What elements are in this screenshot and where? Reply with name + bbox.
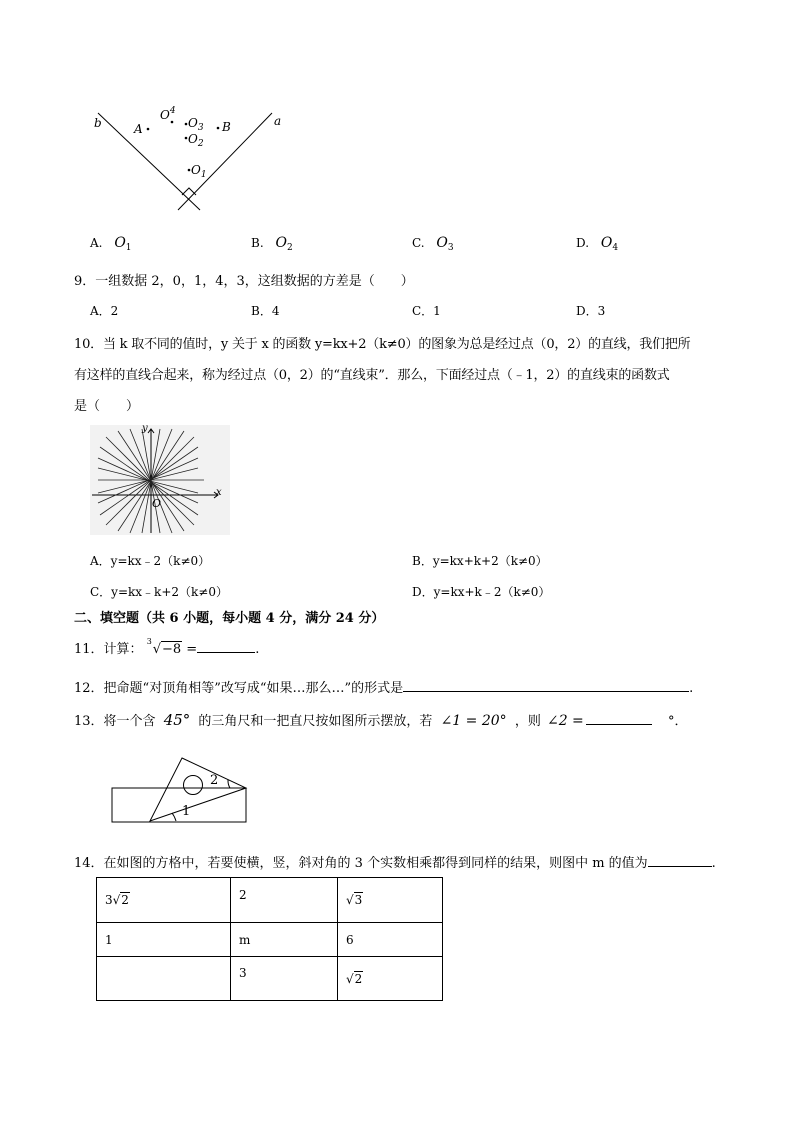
figure-q8: [90, 100, 300, 215]
q12: 12．把命题“对顶角相等”改写成“如果…那么…”的形式是 .: [74, 681, 694, 696]
figure-q13: [108, 752, 253, 824]
q8-option-c[interactable]: C. $O_3$: [412, 235, 454, 253]
line-b: [98, 113, 200, 210]
label-O4: $O^4$: [160, 106, 176, 122]
q14: 14．在如图的方格中，若要使横，竖，斜对角的 3 个实数相乘都得到同样的结果，则图中 m 的值为 .: [74, 856, 716, 871]
label-O1: $O_1$: [191, 163, 207, 180]
q13-answer-blank[interactable]: [586, 712, 652, 725]
grid-cell: 6: [338, 923, 443, 957]
q8-option-d[interactable]: D. $O_4$: [576, 235, 619, 253]
magic-square-grid: [96, 877, 443, 1001]
grid-cell: √3: [338, 878, 443, 923]
dot-O3: [185, 123, 188, 126]
label-O2: $O_2$: [188, 132, 204, 149]
cube-root: 3 √−8: [146, 637, 182, 657]
q8-option-a[interactable]: A. $O_1$: [90, 235, 132, 253]
q9-option-b[interactable]: B．4: [251, 304, 280, 318]
label-angle-1: 1: [182, 804, 191, 819]
grid-cell: m: [231, 923, 338, 957]
grid-row: [97, 957, 443, 1001]
grid-row: [97, 878, 443, 923]
grid-cell: 1: [97, 923, 231, 957]
label-y: y: [142, 423, 148, 434]
q11: 11．计算： 3 √−8 = .: [74, 637, 260, 657]
q10-option-b[interactable]: B．y=kx+k+2（k≠0）: [412, 554, 548, 568]
dot-O1: [188, 169, 191, 172]
q9-option-d[interactable]: D．3: [576, 304, 606, 318]
q10-option-d[interactable]: D．y=kx+k﹣2（k≠0）: [412, 585, 551, 599]
grid-cell: 3: [231, 957, 338, 1001]
q10-line-3: 是（ ）: [74, 399, 140, 414]
q14-answer-blank[interactable]: [648, 854, 712, 867]
label-b: b: [94, 116, 102, 130]
q10-line-2: 有这样的直线合起来，称为经过点（0，2）的“直线束”．那么，下面经过点（﹣1，2）的直线束的函数式: [74, 368, 670, 383]
label-x: x: [216, 487, 222, 498]
dot-A: [147, 128, 150, 131]
grid-cell: [97, 957, 231, 1001]
grid-cell: 3√2: [97, 878, 231, 923]
dot-O2: [185, 137, 188, 140]
grid-cell: 2: [231, 878, 338, 923]
q9-option-c[interactable]: C．1: [412, 304, 441, 318]
label-angle-2: 2: [210, 773, 219, 788]
q12-answer-blank[interactable]: [403, 679, 689, 692]
line-bundle-figure: [90, 425, 230, 535]
q13: 13．将一个含 45° 的三角尺和一把直尺按如图所示摆放，若 ∠1 = 20° ，则 ∠2 = °．: [74, 711, 688, 729]
label-B: B: [222, 120, 231, 134]
label-A: A: [134, 122, 143, 136]
q11-answer-blank[interactable]: [197, 640, 255, 653]
ruler-triangle-figure: [108, 752, 253, 824]
grid-cell: √2: [338, 957, 443, 1001]
q9-stem: 9．一组数据 2，0，1，4，3，这组数据的方差是（ ）: [74, 274, 414, 289]
dot-B: [217, 127, 220, 130]
label-O3: $O_3$: [188, 116, 204, 133]
label-a: a: [274, 114, 282, 128]
section-2-title: 二、填空题（共 6 小题，每小题 4 分，满分 24 分）: [74, 611, 385, 626]
q8-option-b[interactable]: B. $O_2$: [251, 235, 293, 253]
figure-q10: [90, 425, 230, 535]
q9-option-a[interactable]: A．2: [90, 304, 119, 318]
q10-line-1: 10．当 k 取不同的值时，y 关于 x 的函数 y=kx+2（k≠0）的图象为总是经过点（0，2）的直线，我们把所: [74, 337, 691, 352]
q10-option-a[interactable]: A．y=kx﹣2（k≠0）: [90, 554, 211, 568]
label-origin: O: [152, 497, 162, 510]
grid-row: [97, 923, 443, 957]
q10-option-c[interactable]: C．y=kx﹣k+2（k≠0）: [90, 585, 228, 599]
